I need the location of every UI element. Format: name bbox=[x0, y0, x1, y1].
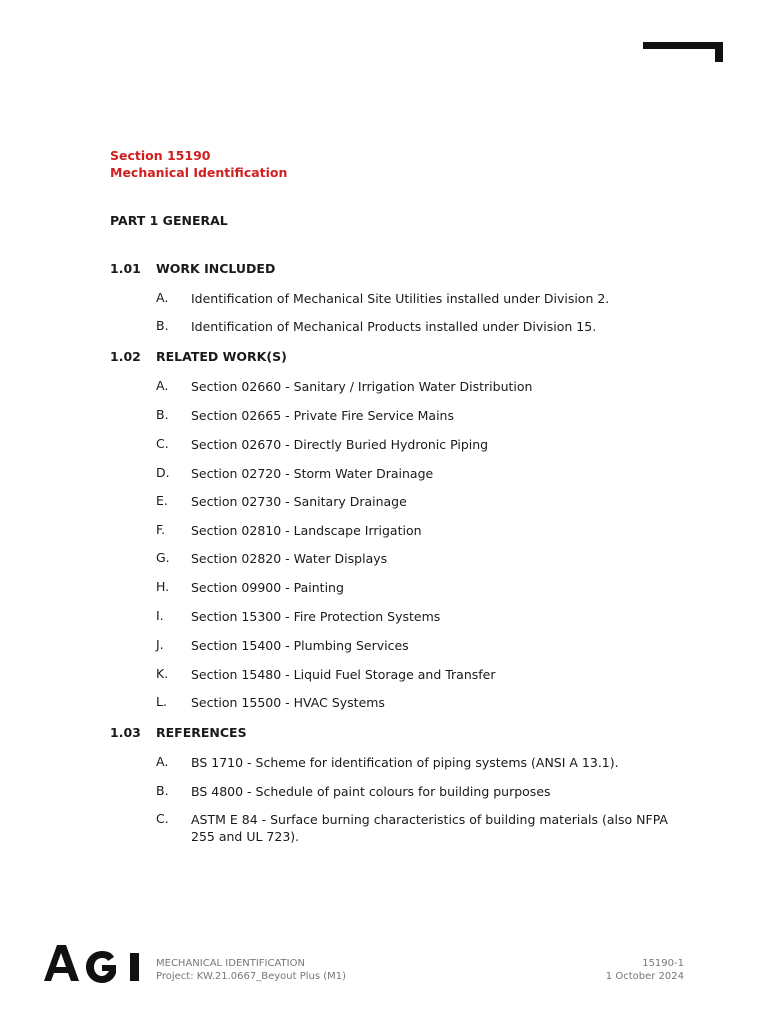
item-text: Identification of Mechanical Products installed under Division 15. bbox=[191, 319, 597, 334]
corner-crop-mark bbox=[643, 42, 723, 62]
item-text: Section 02820 - Water Displays bbox=[191, 551, 388, 566]
item-text: Section 02810 - Landscape Irrigation bbox=[191, 523, 422, 538]
item-text: Section 02665 - Private Fire Service Mains bbox=[191, 408, 454, 423]
footer-doc-title: MECHANICAL IDENTIFICATION bbox=[156, 958, 305, 969]
item-letter: I. bbox=[156, 608, 164, 623]
item-letter: A. bbox=[156, 754, 169, 769]
article-title: WORK INCLUDED bbox=[156, 261, 276, 276]
item-letter: G. bbox=[156, 550, 170, 565]
item-letter: F. bbox=[156, 522, 166, 537]
item-letter: D. bbox=[156, 465, 170, 480]
article-number: 1.02 bbox=[110, 349, 141, 364]
item-text: ASTM E 84 - Surface burning characteristics of building materials (also NFPA 255 and UL 723). bbox=[191, 812, 668, 844]
footer-document-info bbox=[156, 957, 346, 983]
footer-page-number: 15190-1 bbox=[642, 958, 684, 969]
article-title: RELATED WORK(S) bbox=[156, 349, 287, 364]
item-letter: H. bbox=[156, 579, 170, 594]
item-letter: B. bbox=[156, 783, 169, 798]
item-letter: A. bbox=[156, 378, 169, 393]
article-title: REFERENCES bbox=[156, 725, 247, 740]
page-footer bbox=[0, 935, 768, 995]
article-number: 1.01 bbox=[110, 261, 141, 276]
item-letter: C. bbox=[156, 436, 169, 451]
item-letter: L. bbox=[156, 694, 167, 709]
agi-logo bbox=[44, 943, 148, 983]
footer-date: 1 October 2024 bbox=[605, 971, 684, 982]
corner-mark-drop bbox=[715, 42, 723, 62]
footer-page-info bbox=[606, 957, 684, 983]
section-number: Section 15190 bbox=[110, 148, 211, 163]
item-text: Section 15500 - HVAC Systems bbox=[191, 695, 385, 710]
article-number: 1.03 bbox=[110, 725, 141, 740]
item-text: Section 15480 - Liquid Fuel Storage and Transfer bbox=[191, 667, 496, 682]
item-letter: B. bbox=[156, 407, 169, 422]
corner-mark-bar bbox=[643, 42, 723, 49]
item-letter: J. bbox=[156, 637, 164, 652]
item-text: BS 4800 - Schedule of paint colours for building purposes bbox=[191, 784, 551, 799]
item-text: Section 15400 - Plumbing Services bbox=[191, 638, 409, 653]
item-text: Section 02660 - Sanitary / Irrigation Water Distribution bbox=[191, 379, 533, 394]
item-text: Identification of Mechanical Site Utilities installed under Division 2. bbox=[191, 291, 610, 306]
section-heading bbox=[110, 147, 287, 181]
item-text: Section 02720 - Storm Water Drainage bbox=[191, 466, 434, 481]
item-text: Section 02670 - Directly Buried Hydronic Piping bbox=[191, 437, 489, 452]
footer-project: Project: KW.21.0667_Beyout Plus (M1) bbox=[156, 971, 347, 982]
item-text: Section 15300 - Fire Protection Systems bbox=[191, 609, 441, 624]
item-letter: A. bbox=[156, 290, 169, 305]
item-text: Section 02730 - Sanitary Drainage bbox=[191, 494, 407, 509]
section-title: Mechanical Identification bbox=[110, 165, 288, 180]
item-letter: C. bbox=[156, 811, 169, 826]
item-text: Section 09900 - Painting bbox=[191, 580, 344, 595]
item-letter: E. bbox=[156, 493, 168, 508]
part-heading: PART 1 GENERAL bbox=[110, 213, 228, 228]
item-text: BS 1710 - Scheme for identification of piping systems (ANSI A 13.1). bbox=[191, 755, 619, 770]
item-letter: B. bbox=[156, 318, 169, 333]
item-letter: K. bbox=[156, 666, 169, 681]
